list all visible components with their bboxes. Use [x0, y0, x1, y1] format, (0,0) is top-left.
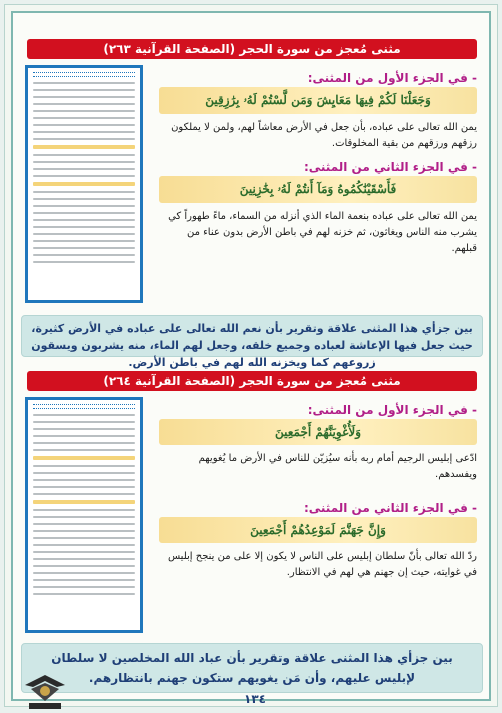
- mushaf-ornament: [33, 404, 135, 409]
- page-number: ١٣٤: [244, 692, 266, 706]
- section-title: مثنى مُعجز من سورة الحجر (الصفحة القرآنية ٢٦٣): [27, 39, 477, 59]
- part1-label: - في الجزء الأول من المثنى:: [307, 403, 477, 417]
- part1-explanation: يمن الله تعالى على عباده، بأن جعل في الأرض معاشاً لهم، ولمن لا يملكون رزقهم ورزقهم من بقية المخلوقات.: [171, 122, 477, 149]
- mushaf-page-thumbnail: [25, 397, 143, 633]
- mushaf-page-thumbnail: [25, 65, 143, 303]
- part1-label: - في الجزء الأول من المثنى:: [307, 71, 477, 85]
- part2-label: - في الجزء الثاني من المثنى:: [303, 501, 477, 515]
- part1-verse: وَلَأُغْوِيَنَّهُمْ أَجْمَعِينَ: [159, 419, 477, 445]
- part2-explanation: ردّ الله تعالى بأنّ سلطان إبليس على الناس لا يكون إلا على من ينجح إبليس في غوايته، حيث إن جهنم هي لهم في الانتظار.: [167, 551, 477, 578]
- part1-verse: وَجَعَلْنَا لَكُمْ فِيهَا مَعَايِشَ وَمَن لَّسْتُمْ لَهُۥ بِرَٰزِقِينَ: [159, 87, 477, 114]
- part2-explanation: يمن الله تعالى على عباده بنعمة الماء الذي أنزله من السماء، ماءً طهوراً كي يشرب منه الناس ويغاثون، ثم خزنه لهم في باطن الأرض بدون عناء من قبلهم.: [168, 211, 477, 254]
- section-263-summary: بين جزأي هذا المثنى علاقة وتقرير بأن نعم الله تعالى على عباده في الأرض كثيرة، حيث جعل فيها الإعاشة لعباده وجميع خلقه، وجعل لهم الماء، منه يشربون ويسقون زروعهم كما ويخزنه الله لهم في باطن الأرض.: [21, 315, 483, 357]
- section-263: [21, 39, 483, 59]
- section-263-text: [159, 63, 477, 257]
- section-264: [21, 371, 483, 391]
- part2-label: - في الجزء الثاني من المثنى:: [303, 160, 477, 174]
- section-264-summary: بين جزأي هذا المثنى علاقة وتقرير بأن عباد الله المخلصين لا سلطان لإبليس عليهم، وأن مَن يغويهم ستكون جهنم بانتظارهم.: [21, 643, 483, 693]
- part2-verse: وَإِنَّ جَهَنَّمَ لَمَوْعِدُهُمْ أَجْمَعِينَ: [159, 517, 477, 543]
- section-264-text: [159, 395, 477, 581]
- part2-verse: فَأَسْقَيْنَٰكُمُوهُ وَمَآ أَنتُمْ لَهُۥ بِخَٰزِنِينَ: [159, 176, 477, 203]
- publisher-logo-icon: [21, 671, 69, 713]
- document-page: [4, 4, 498, 707]
- part1-explanation: ادّعى إبليس الرجيم أمام ربه بأنه سيُزيّن للناس في الأرض ما يُغويهم ويفسدهم.: [198, 453, 477, 480]
- section-title: مثنى مُعجز من سورة الحجر (الصفحة القرآنية ٢٦٤): [27, 371, 477, 391]
- mushaf-ornament: [33, 72, 135, 77]
- page-frame: [11, 11, 491, 706]
